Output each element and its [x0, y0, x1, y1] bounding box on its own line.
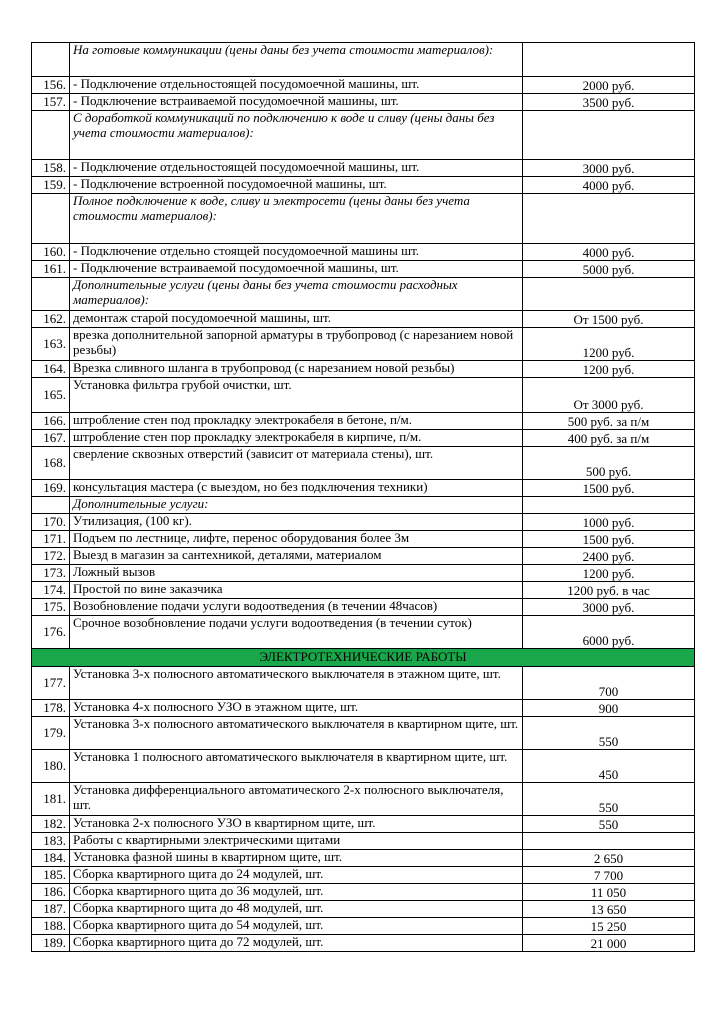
- service-price: 900: [523, 700, 695, 717]
- row-number: 184.: [32, 850, 70, 867]
- service-price: 400 руб. за п/м: [523, 430, 695, 447]
- row-number: 178.: [32, 700, 70, 717]
- row-number: 156.: [32, 77, 70, 94]
- row-number: 187.: [32, 901, 70, 918]
- service-description: Возобновление подачи услуги водоотведения (в течении 48часов): [70, 599, 523, 616]
- section-header-row: [32, 497, 695, 514]
- service-description: - Подключение отдельностоящей посудомоечной машины, шт.: [70, 160, 523, 177]
- table-row: [32, 935, 695, 952]
- table-row: [32, 867, 695, 884]
- row-number: 185.: [32, 867, 70, 884]
- service-description: Подъем по лестнице, лифте, перенос оборудования более 3м: [70, 531, 523, 548]
- table-row: [32, 430, 695, 447]
- service-price: 1200 руб.: [523, 565, 695, 582]
- service-description: Сборка квартирного щита до 72 модулей, шт.: [70, 935, 523, 952]
- table-row: [32, 565, 695, 582]
- table-row: [32, 77, 695, 94]
- table-row: [32, 531, 695, 548]
- table-row: [32, 311, 695, 328]
- service-description: Сборка квартирного щита до 24 модулей, шт.: [70, 867, 523, 884]
- row-number: 183.: [32, 833, 70, 850]
- table-row: [32, 361, 695, 378]
- service-price: 2000 руб.: [523, 77, 695, 94]
- table-row: [32, 447, 695, 480]
- service-description: Установка фильтра грубой очистки, шт.: [70, 378, 523, 413]
- row-number: [32, 43, 70, 77]
- service-description: Установка фазной шины в квартирном щите, шт.: [70, 850, 523, 867]
- section-title: Дополнительные услуги (цены даны без учета стоимости расходных материалов):: [70, 278, 523, 311]
- table-row: [32, 514, 695, 531]
- service-description: Срочное возобновление подачи услуги водоотведения (в течении суток): [70, 616, 523, 649]
- table-row: [32, 177, 695, 194]
- section-title: С доработкой коммуникаций по подключению к воде и сливу (цены даны без учета стоимости материалов):: [70, 111, 523, 160]
- row-number: [32, 194, 70, 244]
- row-number: 165.: [32, 378, 70, 413]
- row-number: 168.: [32, 447, 70, 480]
- service-price: 5000 руб.: [523, 261, 695, 278]
- section-header-row: [32, 278, 695, 311]
- service-price: 1500 руб.: [523, 531, 695, 548]
- service-price: 1200 руб.: [523, 361, 695, 378]
- table-row: [32, 582, 695, 599]
- service-description: демонтаж старой посудомоечной машины, шт.: [70, 311, 523, 328]
- section-title: Полное подключение к воде, сливу и электросети (цены даны без учета стоимости материалов):: [70, 194, 523, 244]
- row-number: 158.: [32, 160, 70, 177]
- table-row: [32, 816, 695, 833]
- service-price: 21 000: [523, 935, 695, 952]
- row-number: 177.: [32, 667, 70, 700]
- category-row: [32, 649, 695, 667]
- service-description: - Подключение отдельностоящей посудомоечной машины, шт.: [70, 77, 523, 94]
- table-row: [32, 244, 695, 261]
- service-price: [523, 497, 695, 514]
- row-number: 173.: [32, 565, 70, 582]
- service-description: Сборка квартирного щита до 36 модулей, шт.: [70, 884, 523, 901]
- service-price: [523, 194, 695, 244]
- service-description: штробление стен под прокладку электрокабеля в бетоне, п/м.: [70, 413, 523, 430]
- service-price: 700: [523, 667, 695, 700]
- row-number: 172.: [32, 548, 70, 565]
- row-number: 157.: [32, 94, 70, 111]
- service-description: сверление сквозных отверстий (зависит от материала стены), шт.: [70, 447, 523, 480]
- service-price: 1200 руб.: [523, 328, 695, 361]
- table-row: [32, 833, 695, 850]
- service-description: Установка 4-х полюсного УЗО в этажном щите, шт.: [70, 700, 523, 717]
- price-table: [31, 42, 695, 952]
- table-row: [32, 616, 695, 649]
- row-number: 167.: [32, 430, 70, 447]
- service-description: Сборка квартирного щита до 48 модулей, шт.: [70, 901, 523, 918]
- service-price: [523, 833, 695, 850]
- service-price: 550: [523, 717, 695, 750]
- service-price: 500 руб. за п/м: [523, 413, 695, 430]
- service-price: 3000 руб.: [523, 160, 695, 177]
- row-number: 171.: [32, 531, 70, 548]
- service-price: 2 650: [523, 850, 695, 867]
- table-row: [32, 901, 695, 918]
- service-price: 4000 руб.: [523, 244, 695, 261]
- row-number: 188.: [32, 918, 70, 935]
- row-number: 170.: [32, 514, 70, 531]
- service-price: [523, 278, 695, 311]
- row-number: 182.: [32, 816, 70, 833]
- table-row: [32, 599, 695, 616]
- table-row: [32, 548, 695, 565]
- service-description: консультация мастера (с выездом, но без подключения техники): [70, 480, 523, 497]
- row-number: 166.: [32, 413, 70, 430]
- table-row: [32, 884, 695, 901]
- service-price: 15 250: [523, 918, 695, 935]
- service-description: врезка дополнительной запорной арматуры в трубопровод (с нарезанием новой резьбы): [70, 328, 523, 361]
- service-price: 3000 руб.: [523, 599, 695, 616]
- table-row: [32, 918, 695, 935]
- row-number: 169.: [32, 480, 70, 497]
- row-number: 174.: [32, 582, 70, 599]
- table-row: [32, 413, 695, 430]
- table-row: [32, 700, 695, 717]
- row-number: 164.: [32, 361, 70, 378]
- service-price: От 3000 руб.: [523, 378, 695, 413]
- service-description: Простой по вине заказчика: [70, 582, 523, 599]
- service-price: [523, 111, 695, 160]
- service-description: - Подключение отдельно стоящей посудомоечной машины шт.: [70, 244, 523, 261]
- row-number: 159.: [32, 177, 70, 194]
- service-description: Сборка квартирного щита до 54 модулей, шт.: [70, 918, 523, 935]
- service-description: Врезка сливного шланга в трубопровод (с нарезанием новой резьбы): [70, 361, 523, 378]
- row-number: 176.: [32, 616, 70, 649]
- table-row: [32, 667, 695, 700]
- service-price: 550: [523, 783, 695, 816]
- table-row: [32, 850, 695, 867]
- row-number: 186.: [32, 884, 70, 901]
- table-row: [32, 328, 695, 361]
- service-price: 6000 руб.: [523, 616, 695, 649]
- row-number: [32, 497, 70, 514]
- row-number: 189.: [32, 935, 70, 952]
- table-row: [32, 750, 695, 783]
- service-price: От 1500 руб.: [523, 311, 695, 328]
- service-price: 7 700: [523, 867, 695, 884]
- service-description: Утилизация, (100 кг).: [70, 514, 523, 531]
- service-price: 550: [523, 816, 695, 833]
- service-description: - Подключение встраиваемой посудомоечной машины, шт.: [70, 261, 523, 278]
- row-number: 160.: [32, 244, 70, 261]
- row-number: 163.: [32, 328, 70, 361]
- section-header-row: [32, 194, 695, 244]
- table-row: [32, 261, 695, 278]
- service-description: Установка 3-х полюсного автоматического выключателя в квартирном щите, шт.: [70, 717, 523, 750]
- table-row: [32, 94, 695, 111]
- service-price: 1000 руб.: [523, 514, 695, 531]
- service-price: 11 050: [523, 884, 695, 901]
- table-row: [32, 480, 695, 497]
- section-title: На готовые коммуникации (цены даны без учета стоимости материалов):: [70, 43, 523, 77]
- row-number: 180.: [32, 750, 70, 783]
- service-description: Ложный вызов: [70, 565, 523, 582]
- table-row: [32, 717, 695, 750]
- table-row: [32, 378, 695, 413]
- table-row: [32, 160, 695, 177]
- service-description: Установка 2-х полюсного УЗО в квартирном щите, шт.: [70, 816, 523, 833]
- service-price: 500 руб.: [523, 447, 695, 480]
- service-price: 3500 руб.: [523, 94, 695, 111]
- service-price: 2400 руб.: [523, 548, 695, 565]
- service-price: [523, 43, 695, 77]
- category-title: ЭЛЕКТРОТЕХНИЧЕСКИЕ РАБОТЫ: [32, 649, 695, 667]
- service-description: Работы с квартирными электрическими щитами: [70, 833, 523, 850]
- price-table-body: [32, 43, 695, 952]
- service-price: 450: [523, 750, 695, 783]
- row-number: 179.: [32, 717, 70, 750]
- section-header-row: [32, 111, 695, 160]
- service-price: 1200 руб. в час: [523, 582, 695, 599]
- service-description: Установка дифференциального автоматического 2-х полюсного выключателя, шт.: [70, 783, 523, 816]
- service-description: - Подключение встраиваемой посудомоечной машины, шт.: [70, 94, 523, 111]
- section-title: Дополнительные услуги:: [70, 497, 523, 514]
- row-number: 161.: [32, 261, 70, 278]
- service-price: 13 650: [523, 901, 695, 918]
- table-row: [32, 783, 695, 816]
- section-header-row: [32, 43, 695, 77]
- service-description: Выезд в магазин за сантехникой, деталями, материалом: [70, 548, 523, 565]
- service-price: 4000 руб.: [523, 177, 695, 194]
- row-number: 181.: [32, 783, 70, 816]
- row-number: 162.: [32, 311, 70, 328]
- service-description: Установка 3-х полюсного автоматического выключателя в этажном щите, шт.: [70, 667, 523, 700]
- service-description: штробление стен пор прокладку электрокабеля в кирпиче, п/м.: [70, 430, 523, 447]
- service-price: 1500 руб.: [523, 480, 695, 497]
- service-description: Установка 1 полюсного автоматического выключателя в квартирном щите, шт.: [70, 750, 523, 783]
- row-number: [32, 278, 70, 311]
- service-description: - Подключение встроенной посудомоечной машины, шт.: [70, 177, 523, 194]
- row-number: 175.: [32, 599, 70, 616]
- row-number: [32, 111, 70, 160]
